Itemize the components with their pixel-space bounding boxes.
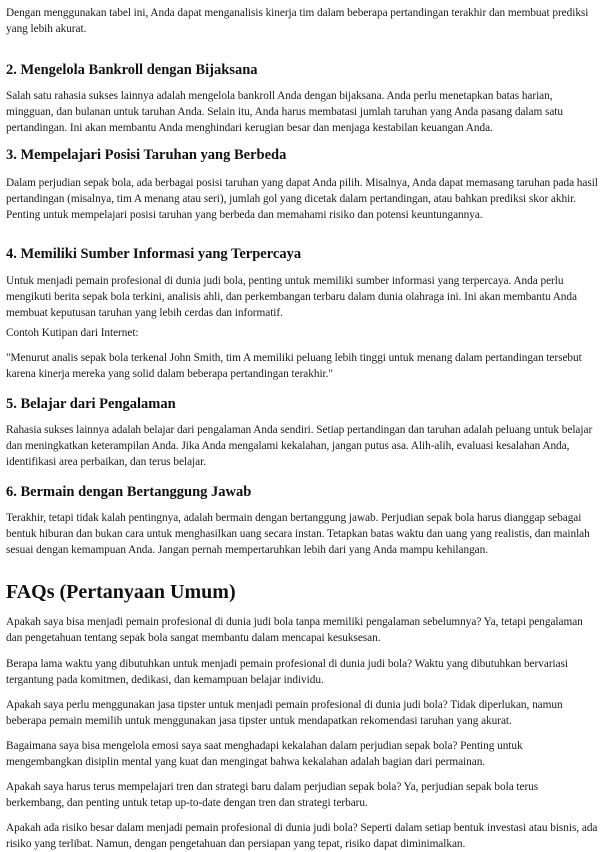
section-body-bankroll: Salah satu rahasia sukses lainnya adalah mengelola bankroll Anda dengan bijaksana. Anda perlu menetapkan batas harian, mingguan, dan bulanan untuk taruhan Anda. Selain itu, Anda harus membatasi jumlah taruhan yang Anda pasang dalam satu pertandingan. Ini akan membantu Anda menghindari kerugian besar dan menjaga kestabilan keuangan Anda. bbox=[6, 90, 563, 134]
section-heading-info-sources: 4. Memiliki Sumber Informasi yang Terpercaya bbox=[6, 246, 302, 262]
intro-paragraph: Dengan menggunakan tabel ini, Anda dapat menganalisis kinerja tim dalam beberapa pertandingan terakhir dan membuat prediksi yang lebih akurat. bbox=[6, 7, 589, 35]
section-heading-experience: 5. Belajar dari Pengalaman bbox=[6, 396, 176, 412]
section-heading-bet-positions: 3. Mempelajari Posisi Taruhan yang Berbeda bbox=[6, 147, 287, 163]
faq-item: Berapa lama waktu yang dibutuhkan untuk menjadi pemain profesional di dunia judi bola? Waktu yang dibutuhkan bervariasi tergantung pada komitmen, dedikasi, dan kemampuan belajar individu. bbox=[6, 658, 569, 686]
section-body-bet-positions: Dalam perjudian sepak bola, ada berbagai posisi taruhan yang dapat Anda pilih. Misalnya, Anda dapat memasang taruhan pada hasil pertandingan (misalnya, tim A menang atau seri), jumlah gol yang dicetak dalam pertandingan, atau bahkan prediksi skor akhir. Penting untuk mempelajari posisi taruhan yang berbeda dan memahami risiko dan potensi keuntungannya. bbox=[6, 177, 598, 221]
faq-item: Bagaimana saya bisa mengelola emosi saya saat menghadapi kekalahan dalam perjudian sepak bola? Penting untuk mengembangkan disiplin mental yang kuat dan mengingat bahwa kekalahan adalah bagian dari permainan. bbox=[6, 740, 523, 768]
quote-label: Contoh Kutipan dari Internet: bbox=[6, 327, 139, 339]
quote-text: "Menurut analis sepak bola terkenal John Smith, tim A memiliki peluang lebih tinggi untuk menang dalam pertandingan tersebut karena kinerja mereka yang solid dalam beberapa pertandingan terakhir." bbox=[6, 352, 582, 380]
section-body-responsible: Terakhir, tetapi tidak kalah pentingnya, adalah bermain dengan bertanggung jawab. Perjudian sepak bola harus dianggap sebagai bentuk hiburan dan bukan cara untuk menghasilkan uang secara instan. Tetapkan batas waktu dan uang yang realistis, dan mainlah sesuai dengan kemampuan Anda. Jangan pernah mempertaruhkan lebih dari yang Anda mampu kehilangan. bbox=[6, 512, 590, 556]
section-body-info-sources: Untuk menjadi pemain profesional di dunia judi bola, penting untuk memiliki sumber informasi yang terpercaya. Anda perlu mengikuti berita sepak bola terkini, analisis ahli, dan perkembangan terbaru dalam dunia olahraga ini. Ini akan membantu Anda membuat keputusan taruhan yang lebih cerdas dan informatif. bbox=[6, 275, 577, 319]
faq-item: Apakah ada risiko besar dalam menjadi pemain profesional di dunia judi bola? Seperti dalam setiap bentuk investasi atau bisnis, ada risiko yang terlibat. Namun, dengan pengetahuan dan persiapan yang tepat, risiko dapat diminimalkan. bbox=[6, 822, 598, 850]
section-body-experience: Rahasia sukses lainnya adalah belajar dari pengalaman Anda sendiri. Setiap pertandingan dan taruhan adalah peluang untuk belajar dan meningkatkan keterampilan Anda. Jika Anda mengalami kekalahan, jangan putus asa. Alih-alih, evaluasi kesalahan Anda, identifikasi area perbaikan, dan terus belajar. bbox=[6, 424, 593, 468]
faq-title: FAQs (Pertanyaan Umum) bbox=[6, 581, 236, 603]
section-heading-bankroll: 2. Mengelola Bankroll dengan Bijaksana bbox=[6, 62, 258, 78]
faq-item: Apakah saya perlu menggunakan jasa tipster untuk menjadi pemain profesional di dunia judi bola? Tidak diperlukan, namun beberapa pemain memilih untuk menggunakan jasa tipster untuk mendapatkan rekomendasi taruhan yang akurat. bbox=[6, 699, 563, 727]
section-heading-responsible: 6. Bermain dengan Bertanggung Jawab bbox=[6, 484, 252, 500]
faq-item: Apakah saya harus terus mempelajari tren dan strategi baru dalam perjudian sepak bola? Ya, perjudian sepak bola terus berkembang, dan penting untuk tetap up-to-date dengan tren dan strategi terbaru. bbox=[6, 781, 539, 809]
faq-item: Apakah saya bisa menjadi pemain profesional di dunia judi bola tanpa memiliki pengalaman sebelumnya? Ya, tetapi pengalaman dan pengetahuan tentang sepak bola sangat membantu dalam mencapai kesuksesan. bbox=[6, 616, 583, 644]
